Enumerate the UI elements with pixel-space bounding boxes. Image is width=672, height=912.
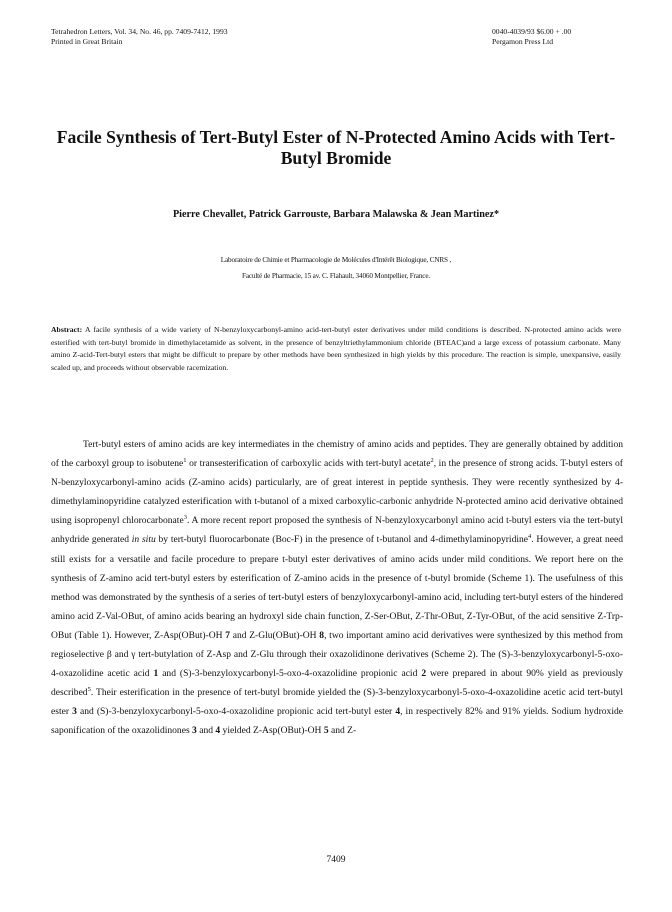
text-span: . Their esterification in the presence of tert-butyl bromide yielded the (S)-3-benzyloxycarbonyl-5-oxo-4-oxazolidine acetic acid tert-butyl ester <box>51 687 623 718</box>
publisher: Pergamon Press Ltd <box>492 37 554 46</box>
reference-2: 2 <box>430 457 434 465</box>
text-span: . However, a great need still exists for a versatile and facile procedure to prepare t-butyl ester derivatives of amino acids under mild conditions. We report here on the synthesis of Z-amino acid tert-butyl esters by esterification of Z-amino acids in the presence of t-butyl bromide (Scheme 1). The usefulness of this method was demonstrated by the synthesis of a series of tert-butyl esters of benzyloxycarbonyl-amino acid, including tert-butyl esters of the hindered amino acid Z-Val-OBut, of amino acids bearing an hydroxyl side chain function, Z-Ser-OBut, Z-Thr-OBut, Z-Tyr-OBut, of the acid sensitive Z-Trp-OBut (Table 1). However, Z-Asp(OBut)-OH <box>51 534 623 641</box>
paper-title: Facile Synthesis of Tert-Butyl Ester of N-Protected Amino Acids with Tert-Butyl Bromide <box>56 127 616 168</box>
compound-2: 2 <box>421 668 427 680</box>
text-span: and (S)-3-benzyloxycarbonyl-5-oxo-4-oxazolidine propionic acid tert-butyl ester <box>76 706 396 718</box>
publisher-header <box>492 27 617 47</box>
compound-3: 3 <box>72 706 77 718</box>
text-span: yielded Z-Asp(OBut)-OH <box>220 725 324 737</box>
compound-4: 4 <box>215 725 221 737</box>
text-span: and Z- <box>328 725 357 737</box>
text-span: and Z-Glu(OBut)-OH <box>230 629 320 641</box>
text-span: . A more recent report proposed the synthesis of N-benzyloxycarbonyl amino acid t-butyl esters via the tert-butyl anhydride generated <box>51 515 623 546</box>
text-span: by tert-butyl fluorocarbonate (Boc-F) in the presence of t-butanol and 4-dimethylaminopyridine <box>155 534 529 546</box>
issn-price: 0040-4039/93 $6.00 + .00 <box>492 27 572 36</box>
text-span: , two important amino acid derivatives were synthesized by this method from regioselective β and γ tert-butylation of Z-Asp and Z-Glu through their oxazolidinone derivatives (Scheme 2). The (S)-3-benzyloxycarbonyl-5-oxo-4-oxazolidine acetic acid <box>51 629 623 680</box>
reference-1: 1 <box>183 457 187 465</box>
compound-3: 3 <box>192 725 197 737</box>
paragraph <box>51 435 623 741</box>
journal-citation: Tetrahedron Letters, Vol. 34, No. 46, pp. 7409-7412, 1993 <box>51 27 228 36</box>
compound-8: 8 <box>319 629 325 641</box>
affiliation <box>40 252 632 284</box>
printed-in: Printed in Great Britain <box>51 37 123 46</box>
reference-4: 4 <box>528 533 532 541</box>
author-list: Pierre Chevallet, Patrick Garrouste, Barbara Malawska & Jean Martinez* <box>172 209 500 220</box>
abstract <box>51 324 621 374</box>
reference-3: 3 <box>183 514 187 522</box>
text-span: were prepared in about 90% yield as previously described <box>51 668 624 699</box>
body-text <box>51 435 623 741</box>
compound-7: 7 <box>225 629 231 641</box>
affiliation-line-2: Faculté de Pharmacie, 15 av. C. Flahault, 34060 Montpellier, France. <box>241 272 431 280</box>
page-number: 7409 <box>326 855 346 865</box>
abstract-text: A facile synthesis of a wide variety of N-benzyloxycarbonyl-amino acid-tert-butyl ester derivatives under mild conditions is described. N-protected amino acids were esterified with tert-butyl bromide in dimethylacetamide as solvent, in the presence of benzyltriethylammonium chloride (BTEAC)and a large excess of potassium carbonate. Many amino Z-acid-Tert-butyl esters that might be difficult to prepare by other methods have been synthesized in high yields by this procedure. The reaction is simple, unexpansive, easily scaled up, and proceeds without observable racemization. <box>51 325 621 372</box>
text-span: or transesterification of carboxylic acids with tert-butyl acetate <box>186 458 431 470</box>
text-span: Tert-butyl esters of amino acids are key intermediates in the chemistry of amino acids and peptides. They are generally obtained by addition of the carboxyl group to isobutene <box>51 439 623 470</box>
compound-5: 5 <box>323 725 329 737</box>
text-span: and <box>196 725 216 737</box>
abstract-label: Abstract: <box>51 325 83 334</box>
text-span: , in the presence of strong acids. T-butyl esters of N-benzyloxycarbonyl-amino acids (Z-amino acids) particularly, are of great interest in peptide synthesis. They were recently synthesized by 4-dimethylaminopyridine catalyzed esterification with t-butanol of a mixed carboxylic-carbonic anhydride N-protected amino acid derivative obtained using isopropenyl chlorocarbonate <box>51 458 623 527</box>
journal-header <box>51 27 228 47</box>
in-situ-italic: in situ <box>131 534 156 546</box>
affiliation-line-1: Laboratoire de Chimie et Pharmacologie de Molécules d'Intérêt Biologique, CNRS , <box>220 256 452 264</box>
compound-4: 4 <box>395 706 401 718</box>
text-span: , in respectively 82% and 91% yields. Sodium hydroxide saponification of the oxazolidinones <box>51 706 623 737</box>
reference-5: 5 <box>87 686 91 694</box>
text-span: and (S)-3-benzyloxycarbonyl-5-oxo-4-oxazolidine propionic acid <box>158 668 422 680</box>
compound-1: 1 <box>153 668 159 680</box>
